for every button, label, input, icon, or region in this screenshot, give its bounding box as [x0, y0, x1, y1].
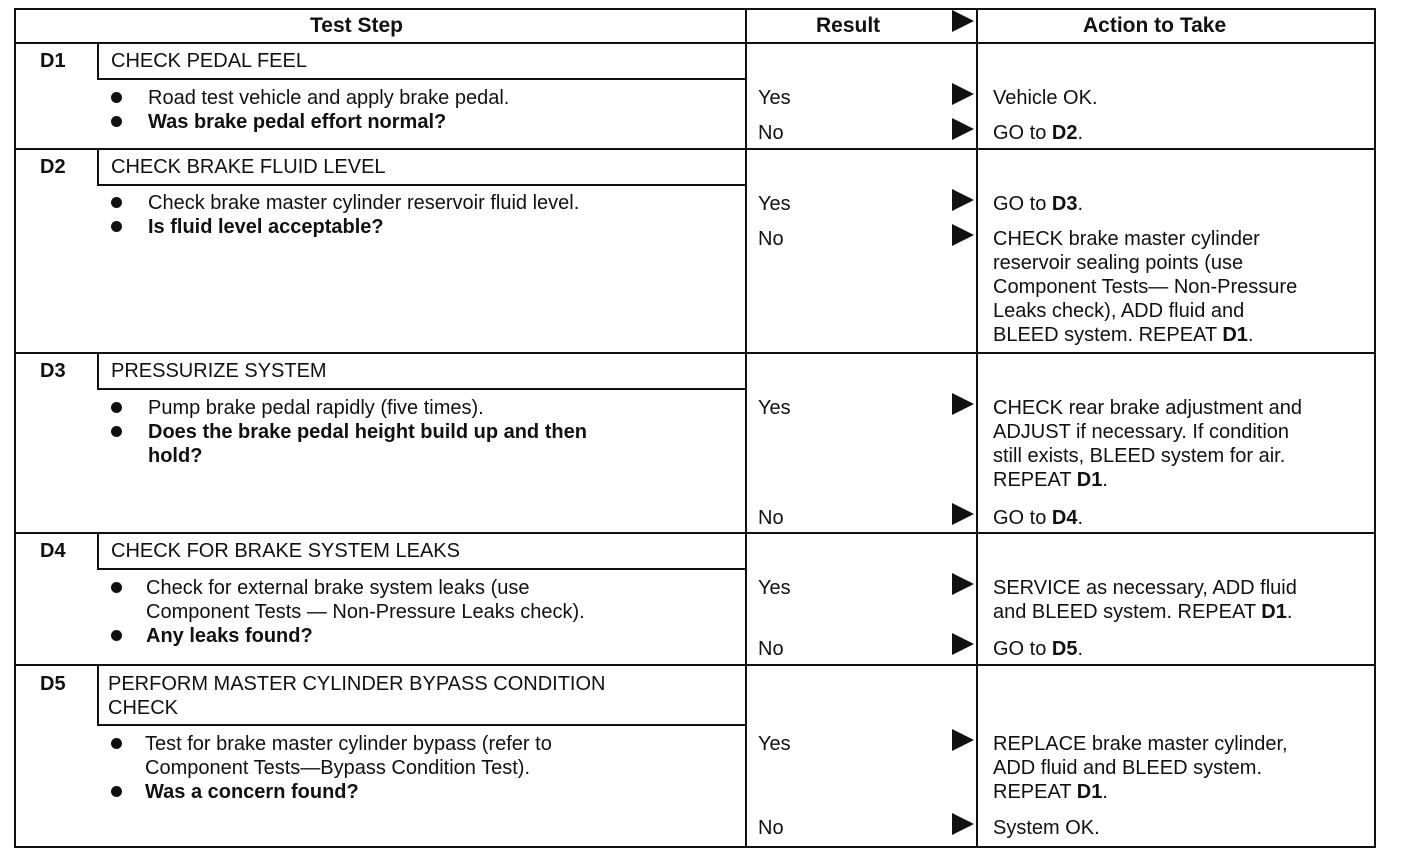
d4-result-yes: Yes [758, 577, 791, 599]
arrow-icon [952, 573, 974, 595]
arrow-icon [952, 83, 974, 105]
col-divider-result [745, 8, 747, 848]
d4-bullet-1: Check for external brake system leaks (use [146, 577, 530, 599]
d2-action-no-line-4: Leaks check), ADD fluid and [993, 300, 1245, 322]
arrow-icon [952, 813, 974, 835]
d1-action-no: GO to D2. [993, 122, 1084, 144]
bullet-icon [111, 738, 122, 749]
d5-action-yes-line-1: REPLACE brake master cylinder, [993, 733, 1288, 755]
step-ref-link[interactable]: D1 [1222, 324, 1248, 346]
step-title-d2: CHECK BRAKE FLUID LEVEL [111, 156, 386, 178]
col-divider-action [976, 8, 978, 848]
bullet-icon [111, 116, 122, 127]
bullet-icon [111, 92, 122, 103]
d3-action-yes-line-2: ADJUST if necessary. If condition [993, 421, 1290, 443]
d2-bullet-2: Is fluid level acceptable? [148, 216, 384, 238]
bullet-icon [111, 197, 122, 208]
arrow-icon [952, 224, 974, 246]
step-title-d5-line-1: PERFORM MASTER CYLINDER BYPASS CONDITION [108, 673, 606, 695]
d2-result-yes: Yes [758, 193, 791, 215]
bullet-icon [111, 221, 122, 232]
d4-bullet-2: Any leaks found? [146, 625, 313, 647]
d3-action-no: GO to D4. [993, 507, 1084, 529]
d1-result-yes: Yes [758, 87, 791, 109]
arrow-icon [952, 189, 974, 211]
step-title-d1: CHECK PEDAL FEEL [111, 50, 307, 72]
bullet-icon [111, 582, 122, 593]
d5-bullet-1-cont: Component Tests—Bypass Condition Test). [145, 757, 531, 779]
arrow-icon [952, 393, 974, 415]
d1-action-yes: Vehicle OK. [993, 87, 1098, 109]
bullet-icon [111, 786, 122, 797]
step-title-d3: PRESSURIZE SYSTEM [111, 360, 327, 382]
step-code-d3: D3 [40, 360, 66, 382]
d2-result-no: No [758, 228, 784, 250]
d3-bullet-2: Does the brake pedal height build up and then [148, 421, 587, 443]
separator-d2-d3 [14, 352, 1376, 354]
title-line-d2 [97, 184, 747, 186]
code-divider-d1 [97, 44, 99, 80]
bullet-icon [111, 426, 122, 437]
step-code-d2: D2 [40, 156, 66, 178]
separator-d3-d4 [14, 532, 1376, 534]
bullet-icon [111, 630, 122, 641]
step-ref-link[interactable]: D5 [1051, 638, 1078, 660]
step-title-d4: CHECK FOR BRAKE SYSTEM LEAKS [111, 540, 460, 562]
arrow-icon [952, 118, 974, 140]
code-divider-d2 [97, 150, 99, 186]
code-divider-d5 [97, 666, 99, 726]
arrow-icon [952, 503, 974, 525]
step-ref-link[interactable]: D3 [1051, 193, 1078, 215]
d4-action-yes-line-2: and BLEED system. REPEAT D1. [993, 601, 1293, 623]
d3-result-no: No [758, 507, 784, 529]
d2-action-no-line-2: reservoir sealing points (use [993, 252, 1244, 274]
d3-action-yes-line-3: still exists, BLEED system for air. [993, 445, 1286, 467]
d3-result-yes: Yes [758, 397, 791, 419]
d1-result-no: No [758, 122, 784, 144]
step-title-d5-line-2: CHECK [108, 697, 179, 719]
d4-bullet-1-cont: Component Tests — Non-Pressure Leaks check). [146, 601, 585, 623]
d2-action-no-line-3: Component Tests— Non-Pressure [993, 276, 1298, 298]
arrow-icon [952, 729, 974, 751]
step-code-d1: D1 [40, 50, 66, 72]
d3-action-yes-line-1: CHECK rear brake adjustment and [993, 397, 1303, 419]
d2-action-yes: GO to D3. [993, 193, 1084, 215]
header-arrow-icon [952, 10, 974, 32]
header-test-step: Test Step [310, 14, 403, 37]
header-bottom-line [14, 42, 1376, 44]
d4-action-no: GO to D5. [993, 638, 1084, 660]
step-ref-link[interactable]: D1 [1076, 781, 1103, 803]
step-code-d4: D4 [40, 540, 66, 562]
d4-action-yes-line-1: SERVICE as necessary, ADD fluid [993, 577, 1297, 599]
d5-action-no: System OK. [993, 817, 1100, 839]
d2-action-no-line-1: CHECK brake master cylinder [993, 228, 1260, 250]
d5-action-yes-line-3: REPEAT D1. [993, 781, 1108, 803]
step-code-d5: D5 [40, 673, 66, 695]
header-result: Result [816, 14, 881, 37]
title-line-d3 [97, 388, 747, 390]
d4-result-no: No [758, 638, 784, 660]
step-ref-link[interactable]: D4 [1051, 507, 1078, 529]
code-divider-d4 [97, 534, 99, 570]
d5-action-yes-line-2: ADD fluid and BLEED system. [993, 757, 1262, 779]
d3-bullet-1: Pump brake pedal rapidly (five times). [148, 397, 484, 419]
separator-d1-d2 [14, 148, 1376, 150]
step-ref-link[interactable]: D1 [1261, 601, 1287, 623]
d3-action-yes-line-4: REPEAT D1. [993, 469, 1108, 491]
d5-bullet-2: Was a concern found? [145, 781, 359, 803]
d5-result-yes: Yes [758, 733, 791, 755]
separator-d4-d5 [14, 664, 1376, 666]
header-action: Action to Take [1083, 14, 1227, 37]
d5-bullet-1: Test for brake master cylinder bypass (refer to [145, 733, 552, 755]
bullet-icon [111, 402, 122, 413]
d1-bullet-2: Was brake pedal effort normal? [148, 111, 447, 133]
d2-action-no-line-5: BLEED system. REPEAT D1. [993, 324, 1254, 346]
d2-bullet-1: Check brake master cylinder reservoir fluid level. [148, 192, 580, 214]
step-ref-link[interactable]: D2 [1051, 122, 1078, 144]
d5-result-no: No [758, 817, 784, 839]
title-line-d5 [97, 724, 747, 726]
d3-bullet-2-cont: hold? [148, 445, 203, 467]
d1-bullet-1: Road test vehicle and apply brake pedal. [148, 87, 510, 109]
title-line-d4 [97, 568, 747, 570]
code-divider-d3 [97, 354, 99, 390]
step-ref-link[interactable]: D1 [1076, 469, 1103, 491]
title-line-d1 [97, 78, 747, 80]
arrow-icon [952, 633, 974, 655]
